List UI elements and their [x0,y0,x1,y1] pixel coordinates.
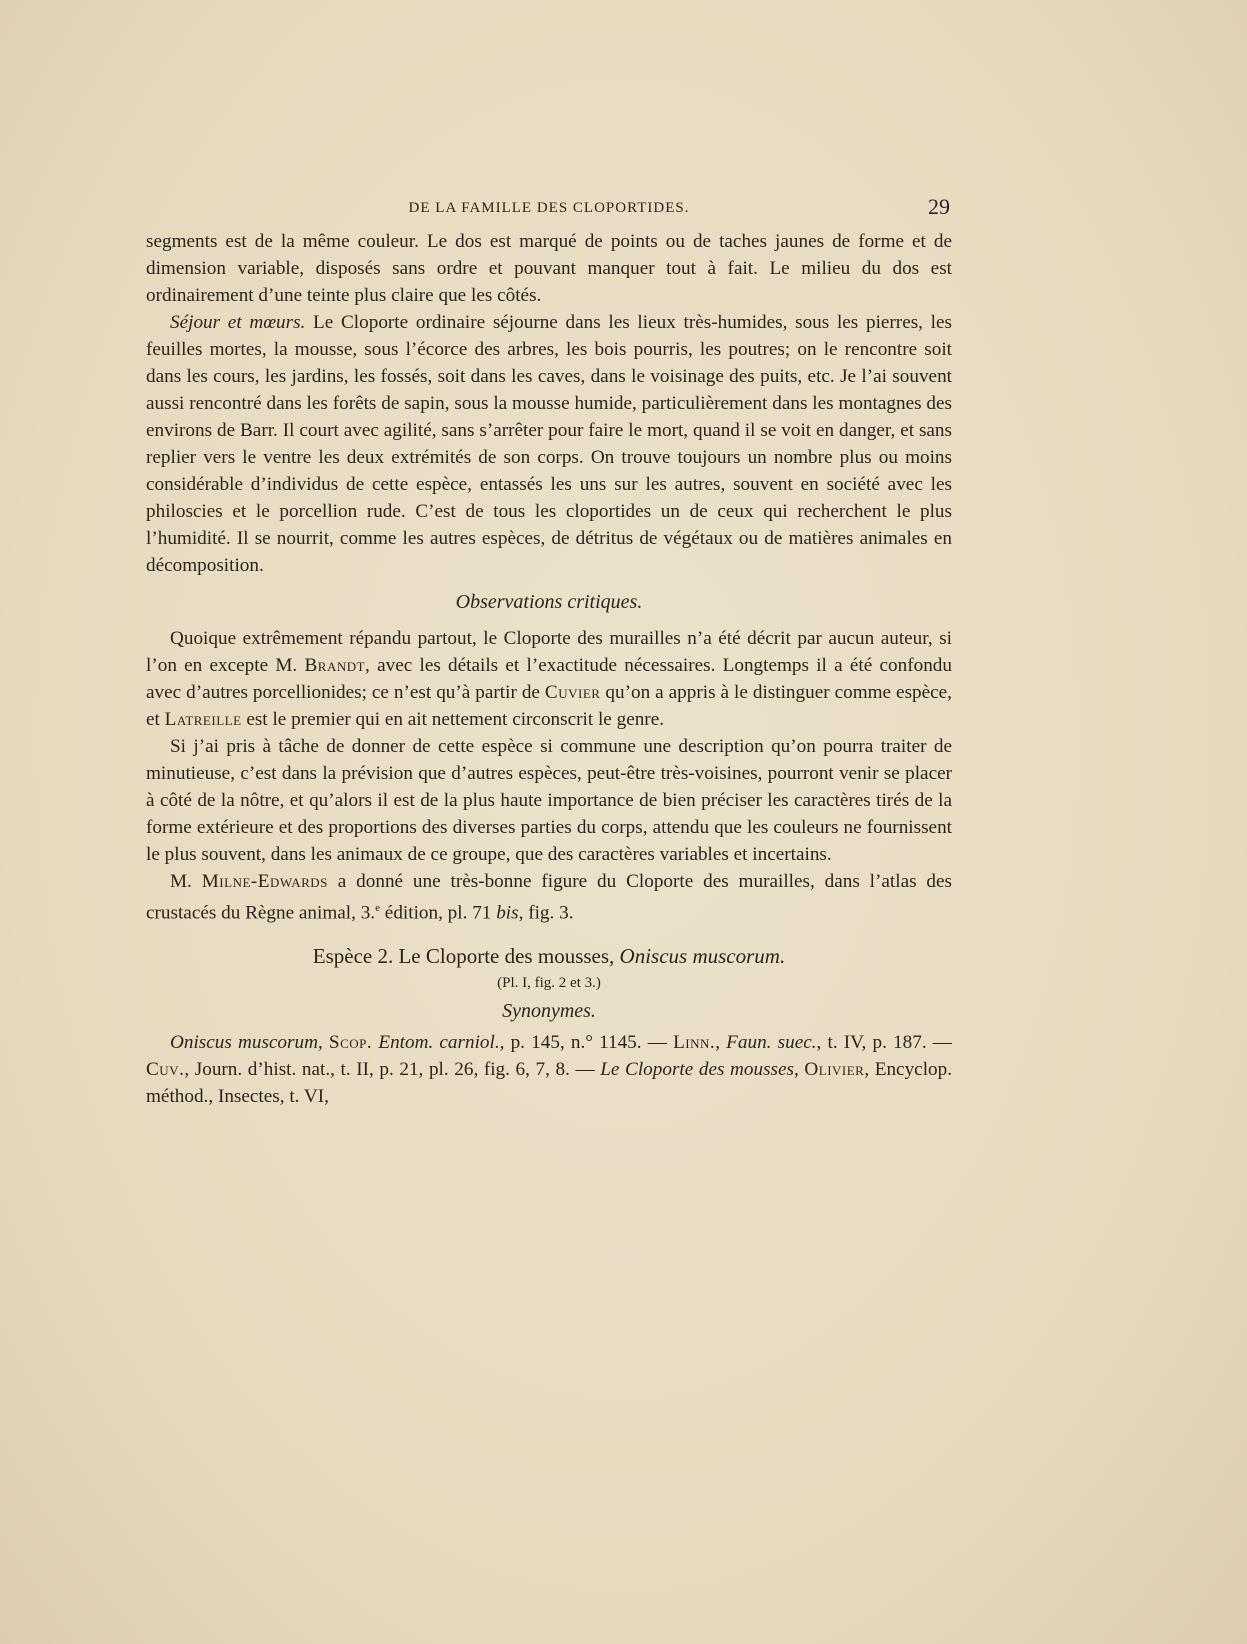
species-latin-name: Oniscus muscorum. [619,944,786,969]
paragraph-description-end: segments est de la même couleur. Le dos est marqué de points ou de taches jaunes de forme et de dimension variable, disposés sans ordre et pouvant manquer tout à fait. Le milieu du dos est ordinairement d’une teinte plus claire que les côtés. [146,231,952,306]
plate-reference: (Pl. I, fig. 2 et 3.) [497,975,601,992]
author-brandt: Brandt [304,655,366,676]
observations-heading: Observations critiques. [455,591,643,613]
author-cuvier: Cuvier [544,682,601,703]
habitat-text: Le Cloporte ordinaire séjourne dans les lieux très-humides, sous les pierres, les feuilles mortes, la mousse, sous l’écorce des arbres, les bois pourris, les poutres; on le rencontre soit dans les cours, les jardins, les fossés, soit dans les caves, dans le voisinage des puits, etc. Je l’ai souvent aussi rencontré dans les forêts de sapin, sous la mousse humide, particulièrement dans les montagnes des environs de Barr. Il court avec agilité, sans s’arrêter pour faire le mort, quand il se voit en danger, et sans replier vers le ventre les deux extrémités de son corps. On trouve toujours un nombre plus ou moins considérable d’individus de cette espèce, entassés les uns sur les autres, souvent en société avec les philoscies et le porcellion rude. C’est de tous les cloportides un de ceux qui recherchent le plus l’humidité. Il se nourrit, comme les autres espèces, de détritus de végétaux ou de matières animales en décomposition. [146,312,952,576]
paragraph-habitat [146,309,952,579]
author-latreille: Latreille [164,709,242,730]
author-milne-edwards: Milne-Edwards [201,871,328,892]
paragraph-description-rationale: Si j’ai pris à tâche de donner de cette espèce si commune une description qu’on pourra traiter de minutieuse, c’est dans la prévision que d’autres espèces, peut-être très-voisines, pourront venir se placer à côté de la nôtre, et qu’alors il est de la plus haute importance de bien préciser les caractères tirés de la forme extérieure et des proportions des diverses parties du corps, attendu que les couleurs ne fournissent le plus souvent, dans les animaux de ce groupe, que des caractères variables et incertains. [146,736,952,865]
page-header [148,196,950,220]
synonyms-list: Oniscus muscorum, Scop. Entom. carniol., p. 145, n.° 1145. — Linn., Faun. suec., t. IV, p. 187. — Cuv., Journ. d’hist. nat., t. II, p. 21, pl. 26, fig. 6, 7, 8. — Le Cloporte des mousses, Olivier, Encyclop. méthod., Insectes, t. VI, [146,1032,953,1108]
running-title: DE LA FAMILLE DES CLOPORTIDES. [408,200,690,216]
paragraph-observations: Quoique extrêmement répandu partout, le Cloporte des murailles n’a été décrit par aucun auteur, si l’on en excepte M. Brandt, avec les détails et l’exactitude nécessaires. Longtemps il a été confondu avec d’autres porcellionides; ce n’est qu’à partir de Cuvier qu’on a appris à le distinguer comme espèce, et Latreille est le premier qui en ait nettement circonscrit le genre. [146,628,952,730]
paragraph-figure-reference: M. Milne-Edwards a donné une très-bonne figure du Cloporte des murailles, dans l’atlas des crustacés du Règne animal, 3.$^e$ édition, pl. 71 bis, fig. 3. [146,871,952,924]
synonyms-heading: Synonymes. [502,1000,596,1023]
page-body [146,228,952,1110]
page-number: 29 [928,194,950,219]
habitat-lead: Séjour et mœurs. [170,312,306,333]
species-heading: Espèce 2. Le Cloporte des mousses, Oniscus muscorum. [312,944,786,969]
